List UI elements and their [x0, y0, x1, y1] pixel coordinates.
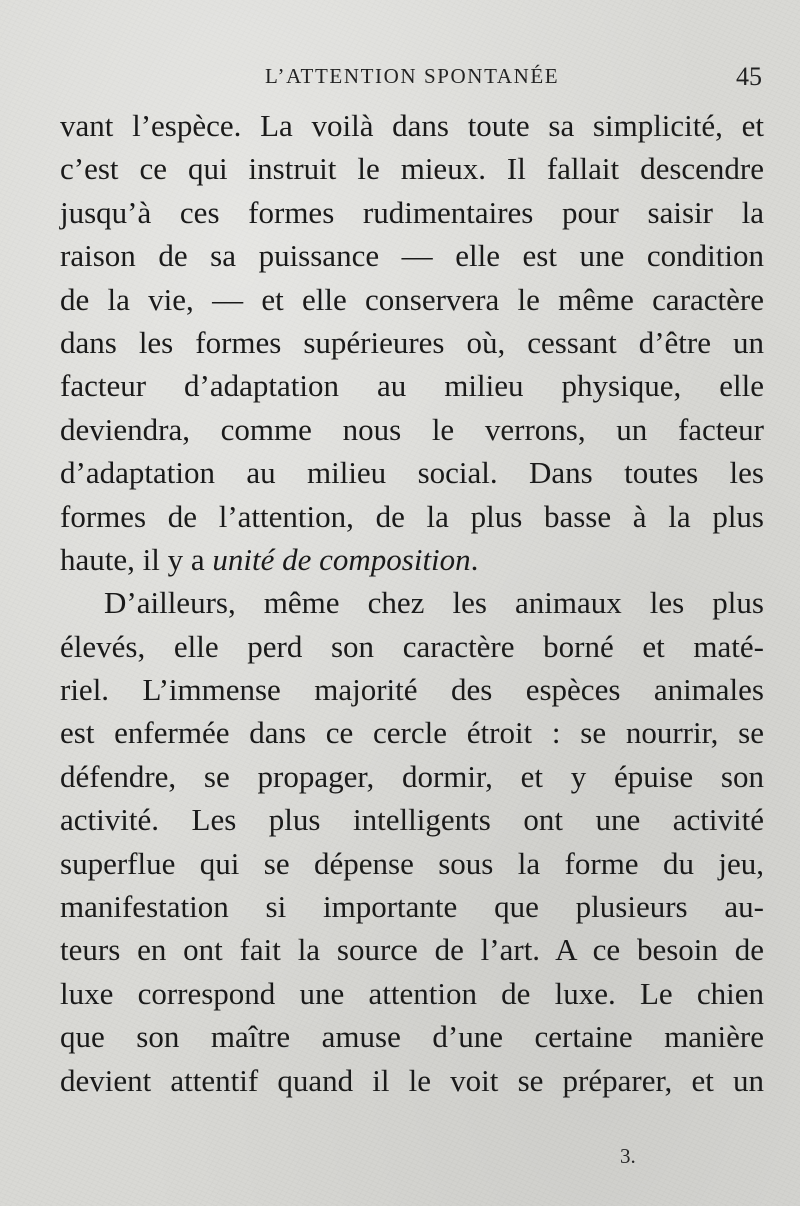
- page-number: 45: [736, 62, 762, 91]
- text-line: dans les formes supérieures où, cessant d’être un: [60, 324, 764, 360]
- paragraph-first-line: D’ailleurs, même chez les animaux les plus: [104, 585, 764, 621]
- text-line: que son maître amuse d’une certaine manière: [60, 1019, 764, 1055]
- text-line: défendre, se propager, dormir, et y épuise son: [60, 758, 764, 794]
- text-line: jusqu’à ces formes rudimentaires pour saisir la: [60, 194, 764, 230]
- text-line: teurs en ont fait la source de l’art. A ce besoin de: [60, 932, 764, 968]
- text-line: de la vie, — et elle conservera le même caractère: [60, 281, 764, 317]
- text-line: manifestation si importante que plusieurs au-: [60, 889, 764, 925]
- text-line: deviendra, comme nous le verrons, un facteur: [60, 411, 764, 447]
- text-line: facteur d’adaptation au milieu physique, elle: [60, 368, 764, 404]
- text-run: haute, il y a: [60, 541, 213, 577]
- text-line: vant l’espèce. La voilà dans toute sa simplicité, et: [60, 108, 764, 143]
- emphasized-phrase: unité de composition: [212, 541, 471, 577]
- text-line: luxe correspond une attention de luxe. Le chien: [60, 975, 764, 1011]
- text-line: superflue qui se dépense sous la forme du jeu,: [60, 845, 764, 881]
- paragraph-last-line: [60, 538, 764, 581]
- signature-mark: 3.: [620, 1144, 636, 1168]
- text-line: riel. L’immense majorité des espèces animales: [60, 672, 764, 708]
- body-text: [60, 104, 764, 1102]
- text-line: devient attentif quand il le voit se préparer, et un: [60, 1062, 764, 1098]
- running-head: [60, 62, 766, 96]
- text-line: d’adaptation au milieu social. Dans toutes les: [60, 455, 764, 491]
- text-line: c’est ce qui instruit le mieux. Il fallait descendre: [60, 151, 764, 187]
- text-line: est enfermée dans ce cercle étroit : se nourrir, se: [60, 715, 764, 751]
- text-run: .: [470, 541, 479, 577]
- running-title: L’ATTENTION SPONTANÉE: [265, 64, 560, 88]
- text-line: formes de l’attention, de la plus basse à la plus: [60, 498, 764, 534]
- text-line: raison de sa puissance — elle est une condition: [60, 238, 764, 274]
- text-line: élevés, elle perd son caractère borné et maté-: [60, 628, 764, 664]
- text-line: activité. Les plus intelligents ont une activité: [60, 802, 764, 838]
